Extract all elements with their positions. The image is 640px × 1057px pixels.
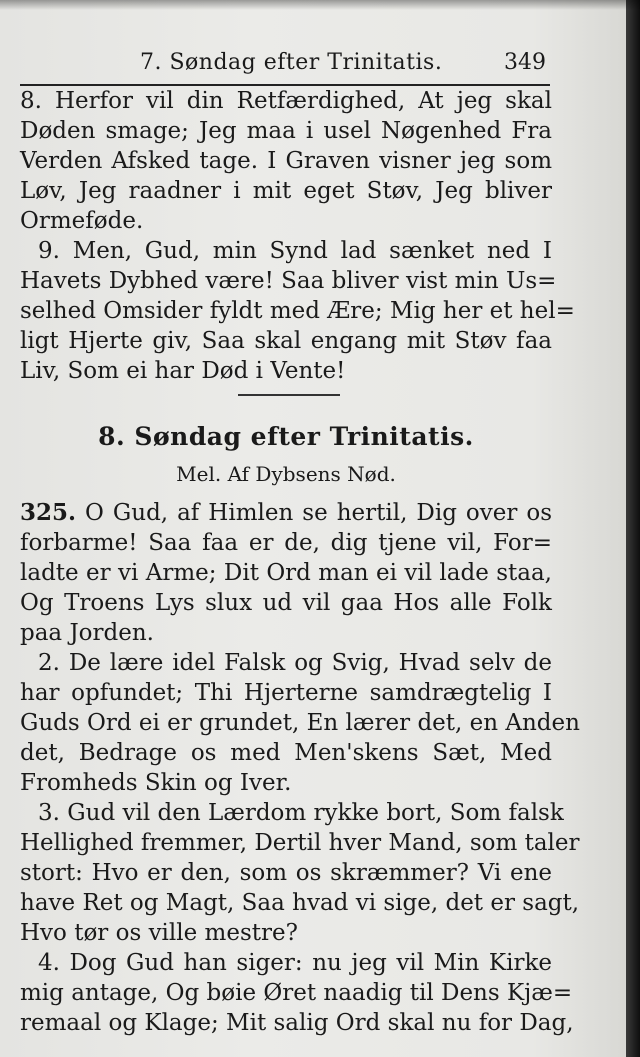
text-line: ligt Hjerte giv, Saa skal engang mit Støv faa — [20, 328, 552, 354]
page-number: 349 — [504, 50, 546, 75]
text-line: 4. Dog Gud han siger: nu jeg vil Min Kirke — [38, 950, 552, 976]
text-line: Fromheds Skin og Iver. — [20, 770, 292, 796]
hymn-first-line-text: O Gud, af Himlen se hertil, Dig over os — [85, 500, 552, 526]
text-line: ladte er vi Arme; Dit Ord man ei vil lade staa, — [20, 560, 552, 586]
hymn-325 — [20, 498, 580, 1038]
text-line: stort: Hvo er den, som os skræmmer? Vi ene — [20, 860, 552, 886]
text-line: selhed Omsider fyldt med Ære; Mig her et hel= — [20, 298, 575, 324]
text-line: Guds Ord ei er grundet, En lærer det, en Anden — [20, 710, 580, 736]
hymn-number: 325. — [20, 499, 77, 526]
page-header — [20, 44, 550, 86]
text-line: Hvo tør os ville mestre? — [20, 920, 298, 946]
section-heading: 8. Søndag efter Trinitatis. — [98, 422, 474, 451]
text-line: 9. Men, Gud, min Synd lad sænket ned I — [38, 238, 552, 264]
melody-note: Mel. Af Dybsens Nød. — [176, 462, 396, 486]
text-line: Døden smage; Jeg maa i usel Nøgenhed Fra — [20, 118, 552, 144]
text-line: have Ret og Magt, Saa hvad vi sige, det er sagt, — [20, 890, 580, 916]
text-line: Liv, Som ei har Død i Vente! — [20, 358, 346, 384]
text-line: har opfundet; Thi Hjerterne samdrægtelig I — [20, 680, 552, 706]
top-shadow — [0, 0, 640, 10]
text-line: 2. De lære idel Falsk og Svig, Hvad selv de — [38, 650, 552, 676]
text-line: Og Troens Lys slux ud vil gaa Hos alle Folk — [20, 590, 552, 616]
text-line: remaal og Klage; Mit salig Ord skal nu for Dag, — [20, 1010, 574, 1036]
text-line: paa Jorden. — [20, 620, 154, 646]
text-line: Verden Afsked tage. I Graven visner jeg som — [20, 148, 552, 174]
book-binding-edge — [626, 0, 640, 1057]
text-line: Havets Dybhed være! Saa bliver vist min Us= — [20, 268, 557, 294]
text-line: Hellighed fremmer, Dertil hver Mand, som taler — [20, 830, 580, 856]
section-divider — [238, 394, 340, 396]
verses-block-previous-hymn — [20, 86, 575, 386]
text-line: mig antage, Og bøie Øret naadig til Dens Kjæ= — [20, 980, 573, 1006]
text-line: Ormeføde. — [20, 208, 144, 234]
hymn-first-line — [20, 498, 552, 528]
text-line: 8. Herfor vil din Retfærdighed, At jeg skal — [20, 88, 552, 114]
running-title: 7. Søndag efter Trinitatis. — [140, 50, 443, 75]
text-line: 3. Gud vil den Lærdom rykke bort, Som falsk — [38, 800, 564, 826]
text-line: Løv, Jeg raadner i mit eget Støv, Jeg bliver — [20, 178, 552, 204]
text-line: det, Bedrage os med Men'skens Sæt, Med — [20, 740, 552, 766]
text-line: forbarme! Saa faa er de, dig tjene vil, For= — [20, 530, 552, 556]
